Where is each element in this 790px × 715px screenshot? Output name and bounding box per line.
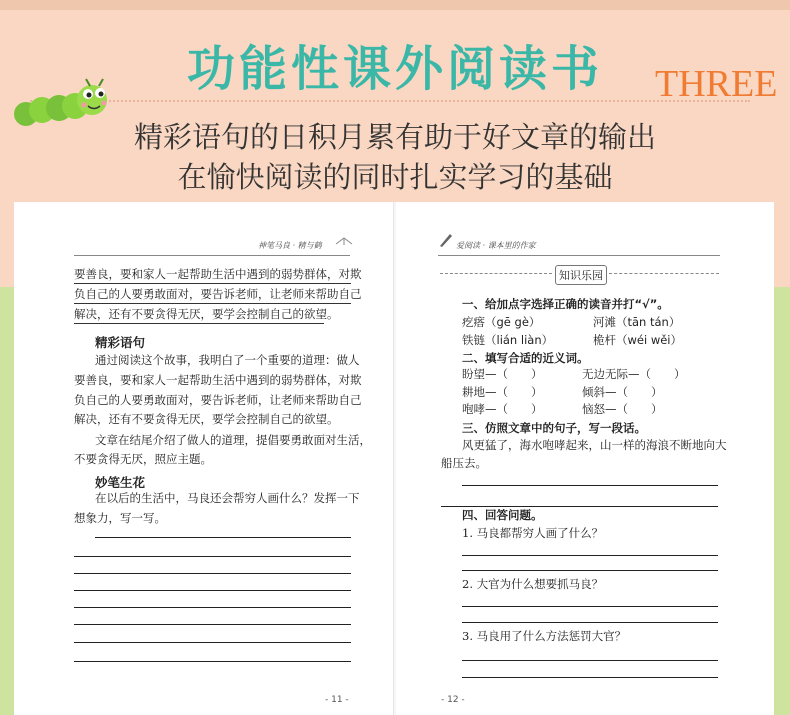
q2-item: 恼怒—（ ） bbox=[582, 402, 663, 416]
answer-line bbox=[462, 570, 718, 571]
subtitle-line-2: 在愉快阅读的同时扎实学习的基础 bbox=[177, 160, 613, 194]
q4-item: 1. 马良都帮穷人画了什么？ bbox=[462, 526, 604, 540]
q2-item: 咆哮—（ ） bbox=[462, 402, 543, 416]
q3-line: 风更猛了，海水咆哮起来，山一样的海浪不断地向大 bbox=[462, 438, 727, 452]
section-line: 负自己的人要勇敢面对，要告诉老师，让老师来帮助自己 bbox=[74, 393, 362, 407]
answer-line bbox=[462, 677, 718, 678]
paragraph-line: 负自己的人要勇敢面对，要告诉老师，让老师来帮助自己 bbox=[74, 287, 362, 301]
q2-item: 盼望—（ ） bbox=[462, 367, 543, 381]
q1-item: 桅杆（wéi wěi） bbox=[593, 333, 683, 347]
paragraph-line: 解决，还有不要贪得无厌，要学会控制自己的欲望。 bbox=[74, 307, 339, 321]
answer-line bbox=[462, 622, 718, 623]
box-rule-right bbox=[609, 273, 719, 274]
answer-line bbox=[462, 555, 718, 556]
right-page-number: - 12 - bbox=[441, 695, 465, 705]
section-title-miaobi: 妙笔生花 bbox=[95, 475, 146, 490]
writing-line bbox=[74, 642, 351, 643]
left-running-head: 神笔马良 · 精与鹤 bbox=[258, 241, 322, 250]
q4-item: 3. 马良用了什么方法惩罚大官？ bbox=[462, 629, 627, 643]
section-line: 在以后的生活中，马良还会帮穷人画什么？发挥一下 bbox=[95, 491, 360, 505]
side-band-right bbox=[772, 287, 790, 715]
paragraph-line: 要善良，要和家人一起帮助生活中遇到的弱势群体，对欺 bbox=[74, 267, 362, 281]
section-line: 想象力，写一写。 bbox=[74, 511, 166, 525]
writing-line bbox=[74, 661, 351, 662]
q1-item: 铁链（lián liàn） bbox=[462, 333, 554, 347]
q4-item: 2. 大官为什么想要抓马良？ bbox=[462, 577, 604, 591]
q2-item: 耕地—（ ） bbox=[462, 385, 543, 399]
left-head-rule bbox=[74, 255, 350, 256]
underline bbox=[74, 303, 351, 304]
section-line: 通过阅读这个故事，我明白了一个重要的道理：做人 bbox=[95, 353, 360, 367]
answer-line bbox=[462, 606, 718, 607]
q1-item: 河滩（tān tán） bbox=[593, 315, 681, 329]
q2-item: 无边无际—（ ） bbox=[582, 367, 686, 381]
question-2-title: 二、填写合适的近义词。 bbox=[462, 351, 589, 365]
three-badge: THREE bbox=[655, 63, 778, 105]
answer-line bbox=[462, 660, 718, 661]
writing-line bbox=[74, 624, 351, 625]
question-1-title: 一、给加点字选择正确的读音并打“√”。 bbox=[462, 297, 669, 311]
page-title: 功能性课外阅读书 bbox=[186, 41, 603, 97]
writing-line bbox=[74, 607, 351, 608]
writing-line bbox=[74, 556, 351, 557]
answer-line bbox=[462, 485, 718, 486]
section-title-jingcai: 精彩语句 bbox=[95, 335, 146, 350]
writing-line bbox=[95, 537, 351, 538]
section-line: 文章在结尾介绍了做人的道理，提倡要勇敢面对生活， bbox=[95, 433, 371, 447]
book-icon bbox=[335, 236, 353, 246]
knowledge-box-title: 知识乐园 bbox=[555, 265, 607, 285]
divider bbox=[30, 100, 750, 102]
q1-item: 疙瘩（gē gè） bbox=[462, 315, 541, 329]
box-rule-left bbox=[440, 273, 552, 274]
question-3-title: 三、仿照文章中的句子，写一段话。 bbox=[462, 421, 646, 435]
section-line: 解决，还有不要贪得无厌，要学会控制自己的欲望。 bbox=[74, 412, 339, 426]
question-4-title: 四、回答问题。 bbox=[462, 508, 543, 522]
section-line: 要善良，要和家人一起帮助生活中遇到的弱势群体，对欺 bbox=[74, 373, 362, 387]
left-page-number: - 11 - bbox=[325, 695, 349, 705]
top-band bbox=[0, 0, 790, 10]
section-line: 不要贪得无厌，照应主题。 bbox=[74, 452, 212, 466]
q2-item: 倾斜—（ ） bbox=[582, 385, 663, 399]
right-running-head: 爱阅读 · 课本里的作家 bbox=[456, 241, 536, 250]
underline bbox=[74, 323, 324, 324]
writing-line bbox=[74, 573, 351, 574]
q3-line: 船压去。 bbox=[441, 456, 487, 470]
subtitle-line-1: 精彩语句的日积月累有助于好文章的输出 bbox=[133, 120, 656, 154]
writing-line bbox=[74, 590, 351, 591]
right-head-rule bbox=[438, 255, 720, 256]
underline bbox=[74, 283, 351, 284]
pen-icon bbox=[438, 232, 454, 248]
